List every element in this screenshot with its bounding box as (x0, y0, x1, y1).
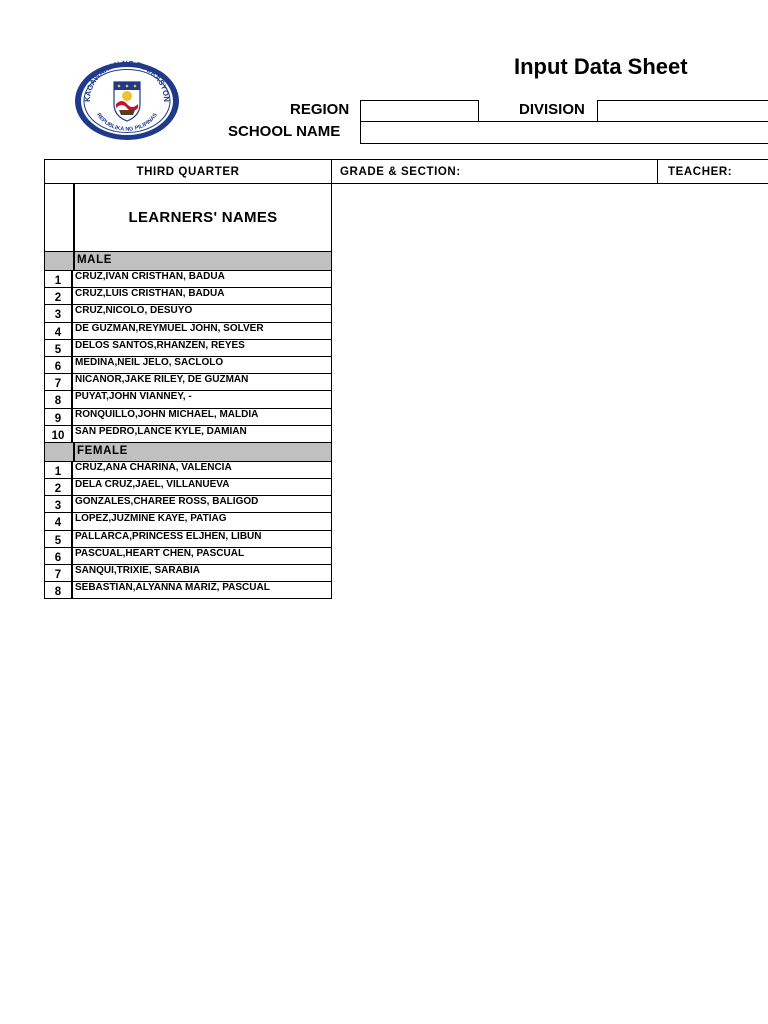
quarter-cell (44, 159, 332, 184)
learner-number: 7 (45, 374, 73, 390)
male-learner-row[interactable] (45, 305, 331, 322)
female-learner-row[interactable] (45, 479, 331, 496)
female-learner-row[interactable] (45, 462, 331, 479)
female-learner-row[interactable] (45, 513, 331, 530)
learner-name[interactable]: DELA CRUZ,JAEL, VILLANUEVA (75, 479, 230, 491)
learner-number: 8 (45, 391, 73, 407)
learner-name[interactable]: PUYAT,JOHN VIANNEY, - (75, 391, 192, 403)
learner-name[interactable]: GONZALES,CHAREE ROSS, BALIGOD (75, 496, 259, 508)
seal-top-text: KAGAWARAN NG EDUKASYON (82, 60, 172, 103)
learner-number: 9 (45, 409, 73, 425)
female-learner-row[interactable] (45, 496, 331, 513)
learner-name[interactable]: CRUZ,IVAN CRISTHAN, BADUA (75, 271, 225, 282)
male-learner-row[interactable] (45, 288, 331, 305)
learner-name[interactable]: LOPEZ,JUZMINE KAYE, PATIAG (75, 513, 227, 525)
learners-table (44, 184, 332, 599)
learner-number: 4 (45, 323, 73, 339)
female-learner-row[interactable] (45, 548, 331, 565)
group-number-cell (45, 252, 75, 270)
male-group-header (45, 252, 331, 271)
grade-section-cell[interactable] (331, 159, 658, 184)
learner-name[interactable]: MEDINA,NEIL JELO, SACLOLO (75, 356, 224, 368)
learner-name[interactable]: DELOS SANTOS,RHANZEN, REYES (75, 339, 245, 351)
learners-names-header (45, 184, 331, 252)
learner-number: 6 (45, 548, 73, 564)
sheet-title: Input Data Sheet (514, 54, 688, 79)
number-column-header (45, 184, 75, 251)
male-learner-row[interactable] (45, 374, 331, 391)
male-learner-row[interactable] (45, 409, 331, 426)
learner-name[interactable]: SAN PEDRO,LANCE KYLE, DAMIAN (75, 425, 247, 437)
learner-name[interactable]: PALLARCA,PRINCESS ELJHEN, LIBUN (75, 530, 262, 542)
learner-number: 2 (45, 288, 73, 304)
learner-number: 7 (45, 565, 73, 581)
female-learner-row[interactable] (45, 582, 331, 599)
learner-number: 10 (45, 426, 73, 442)
learner-name[interactable]: SEBASTIAN,ALYANNA MARIZ, PASCUAL (75, 582, 270, 594)
learner-number: 5 (45, 340, 73, 356)
teacher-label: TEACHER: (668, 165, 733, 178)
learners-names-title: LEARNERS' NAMES (128, 209, 278, 226)
grade-section-label: GRADE & SECTION: (340, 165, 461, 178)
seal-bottom-text: REPUBLIKA NG PILIPINAS (95, 112, 159, 133)
female-label: FEMALE (77, 444, 128, 457)
learner-name[interactable]: CRUZ,LUIS CRISTHAN, BADUA (75, 288, 225, 300)
school-name-field[interactable] (360, 121, 768, 144)
learner-number: 1 (45, 462, 73, 478)
male-learner-row[interactable] (45, 340, 331, 357)
learner-number: 5 (45, 531, 73, 547)
division-label: DIVISION (519, 101, 585, 118)
learner-number: 3 (45, 305, 73, 321)
female-group-header (45, 443, 331, 462)
division-field[interactable] (597, 100, 768, 122)
male-rows (45, 271, 331, 443)
female-rows (45, 462, 331, 600)
female-learner-row[interactable] (45, 531, 331, 548)
quarter-label: THIRD QUARTER (136, 165, 240, 178)
learner-name[interactable]: RONQUILLO,JOHN MICHAEL, MALDIA (75, 408, 259, 420)
learner-name[interactable]: CRUZ,NICOLO, DESUYO (75, 305, 193, 317)
female-learner-row[interactable] (45, 565, 331, 582)
male-learner-row[interactable] (45, 271, 331, 288)
school-name-label: SCHOOL NAME (228, 123, 341, 140)
learner-number: 2 (45, 479, 73, 495)
teacher-cell[interactable] (657, 159, 768, 184)
learner-number: 4 (45, 513, 73, 529)
male-learner-row[interactable] (45, 357, 331, 374)
learner-name[interactable]: DE GUZMAN,REYMUEL JOHN, SOLVER (75, 322, 264, 334)
learner-number: 6 (45, 357, 73, 373)
learner-name[interactable]: NICANOR,JAKE RILEY, DE GUZMAN (75, 374, 249, 386)
region-field[interactable] (360, 100, 479, 122)
male-learner-row[interactable] (45, 391, 331, 408)
male-label: MALE (77, 254, 112, 266)
group-number-cell (45, 443, 75, 461)
learner-number: 8 (45, 582, 73, 598)
learner-name[interactable]: PASCUAL,HEART CHEN, PASCUAL (75, 547, 245, 559)
learner-name[interactable]: CRUZ,ANA CHARINA, VALENCIA (75, 461, 232, 473)
learner-number: 1 (45, 271, 73, 287)
male-learner-row[interactable] (45, 323, 331, 340)
deped-seal-logo (72, 60, 182, 142)
learner-name[interactable]: SANQUI,TRIXIE, SARABIA (75, 565, 201, 576)
male-learner-row[interactable] (45, 426, 331, 443)
region-label: REGION (290, 101, 350, 118)
learner-number: 3 (45, 496, 73, 512)
